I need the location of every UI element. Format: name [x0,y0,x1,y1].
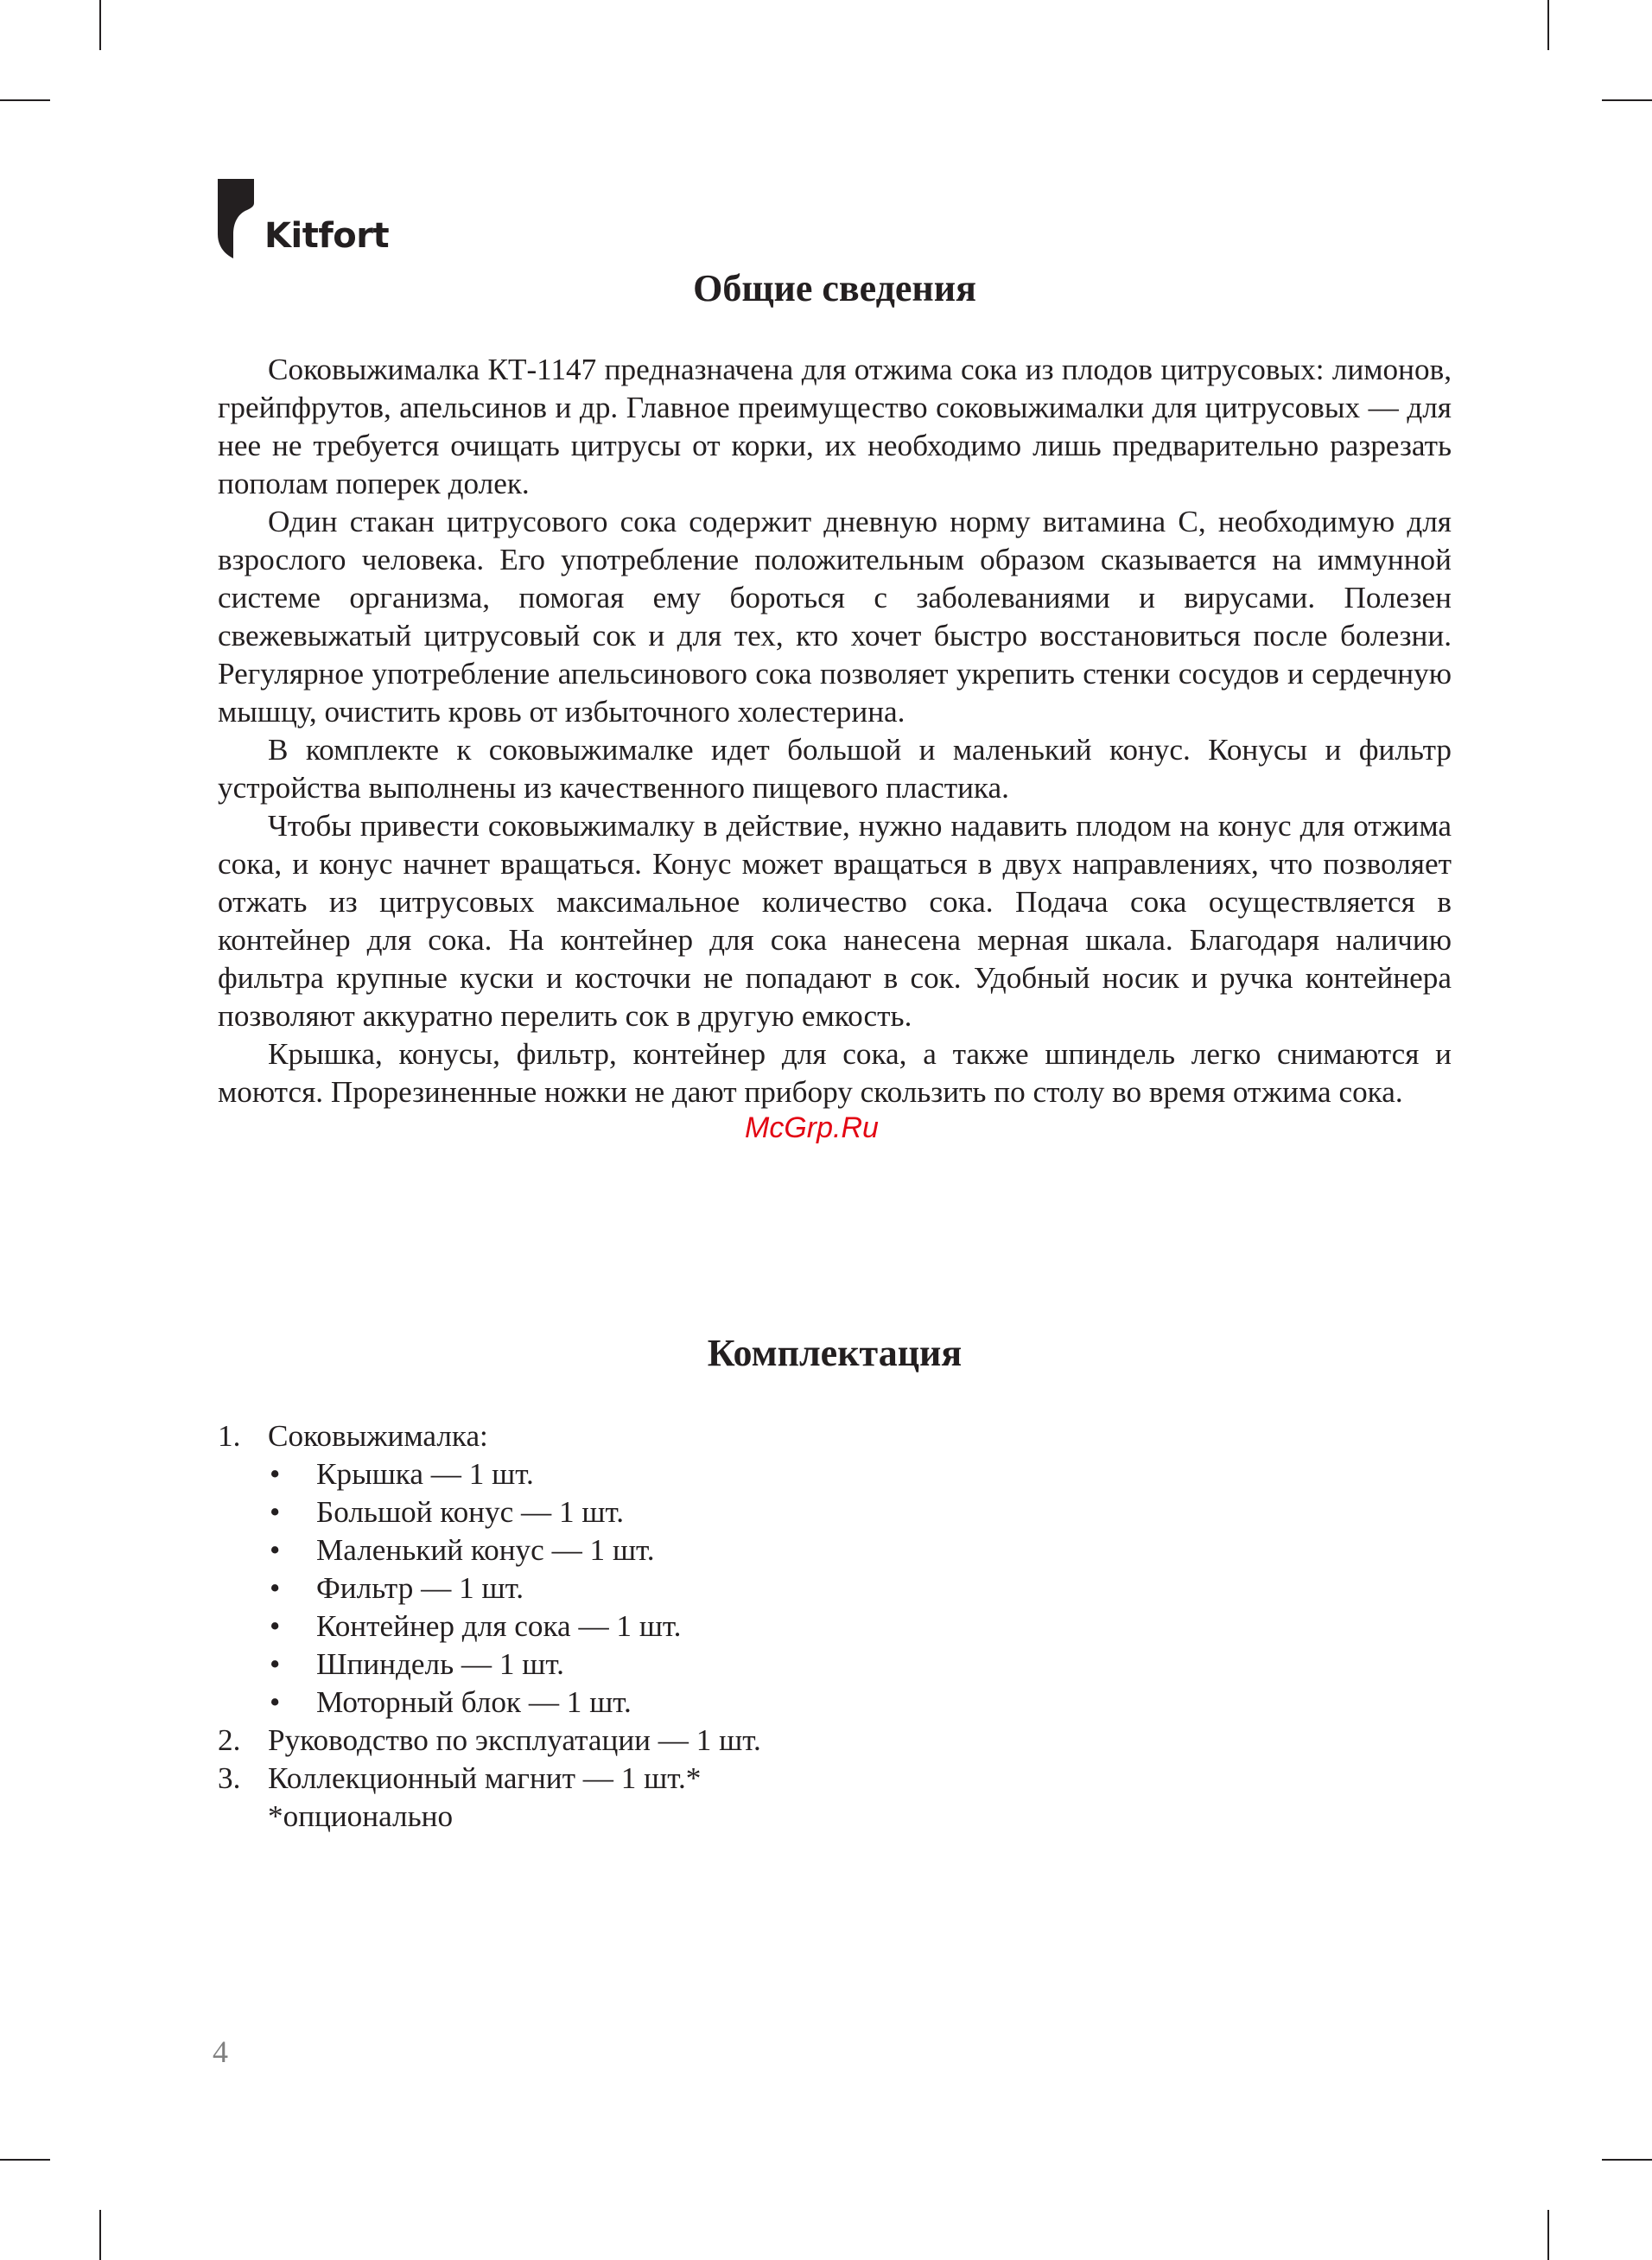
sublist-item-label: Контейнер для сока — 1 шт. [316,1609,682,1643]
list-number: 3. [218,1761,241,1795]
crop-mark [1602,99,1652,101]
section-title-set: Комплектация [707,1332,963,1374]
sublist-item-label: Большой конус — 1 шт. [316,1495,624,1529]
logo-text: Kitfort [264,216,390,256]
package-contents [218,1417,1082,1836]
sublist-item [268,1646,1082,1684]
crop-mark [99,0,101,50]
sublist-item-label: Маленький конус — 1 шт. [316,1533,655,1567]
list-item-label: Коллекционный магнит — 1 шт.* [268,1761,702,1795]
paragraph: В комплекте к соковыжималке идет большой и маленький конус. Конусы и фильтр устройства выполнены из качественного пищевого пластика. [218,733,1452,805]
sublist-item [268,1607,1082,1646]
sublist-item-label: Фильтр — 1 шт. [316,1571,524,1605]
list-item [218,1760,1082,1798]
bullet-icon: • [270,1533,281,1567]
bullet-icon: • [270,1609,281,1643]
sublist-item-label: Крышка — 1 шт. [316,1457,534,1491]
list-item-label: Соковыжималка: [268,1419,488,1453]
crop-mark [0,99,50,101]
list-item [218,1417,1082,1722]
crop-mark [1547,2210,1549,2260]
footnote: *опционально [268,1799,454,1833]
list-item [218,1722,1082,1760]
list-number: 2. [218,1723,241,1757]
bullet-icon: • [270,1457,281,1491]
list-number: 1. [218,1419,241,1453]
crop-mark [1602,2159,1652,2161]
sublist-item [268,1493,1082,1531]
crop-mark [99,2210,101,2260]
bullet-icon: • [270,1685,281,1719]
paragraph: Чтобы привести соковыжималку в действие, нужно надавить плодом на конус для отжима сока, и конус начнет вращаться. Конус может вращаться в двух направлениях, что позволяет отжать из цитрусовых максимальное количество сока. Подача сока осуществляется в контейнер для сока. На контейнер для сока нанесена мерная шкала. Благодаря наличию фильтра крупные куски и косточки не попадают в сок. Удобный носик и ручка контейнера позволяют аккуратно перелить сок в другую емкость. [218,809,1452,1033]
sublist-item-label: Шпиндель — 1 шт. [316,1647,564,1681]
sublist-item [268,1684,1082,1722]
bullet-icon: • [270,1495,281,1529]
paragraph: Крышка, конусы, фильтр, контейнер для сока, а также шпиндель легко снимаются и моются. Прорезиненные ножки не дают прибору скользить по столу во время отжима сока. [218,1037,1452,1109]
kitfort-logo [216,177,389,264]
paragraph: Один стакан цитрусового сока содержит дневную норму витамина С, необходимую для взрослого человека. Его употребление положительным образом сказывается на иммунной системе организма, помогая ему бороться с заболеваниями и вирусами. Полезен свежевыжатый цитрусовый сок и для тех, кто хочет быстро восстановиться после болезни. Регулярное употребление апельсинового сока позволяет укрепить стенки сосудов и сердечную мышцу, очистить кровь от избыточного холестерина. [218,505,1452,729]
crop-mark [0,2159,50,2161]
sublist-item [268,1531,1082,1569]
general-body [218,351,1452,1111]
sublist-item [268,1569,1082,1607]
kitfort-logo-mark-icon [216,177,268,260]
paragraph: Соковыжималка КТ-1147 предназначена для отжима сока из плодов цитрусовых: лимонов, грейпфрутов, апельсинов и др. Главное преимущество соковыжималки для цитрусовых — для нее не требуется очищать цитрусы от корки, их необходимо лишь предварительно разрезать пополам поперек долек. [218,353,1452,500]
sublist-item-label: Моторный блок — 1 шт. [316,1685,632,1719]
sublist [268,1455,1082,1722]
bullet-icon: • [270,1647,281,1681]
contents-list [218,1417,1082,1798]
page-number: 4 [213,2034,228,2069]
list-item-label: Руководство по эксплуатации — 1 шт. [268,1723,761,1757]
crop-mark [1547,0,1549,50]
sublist-item [268,1455,1082,1493]
watermark: McGrp.Ru [745,1111,879,1144]
section-title-general: Общие сведения [693,267,976,309]
bullet-icon: • [270,1571,281,1605]
